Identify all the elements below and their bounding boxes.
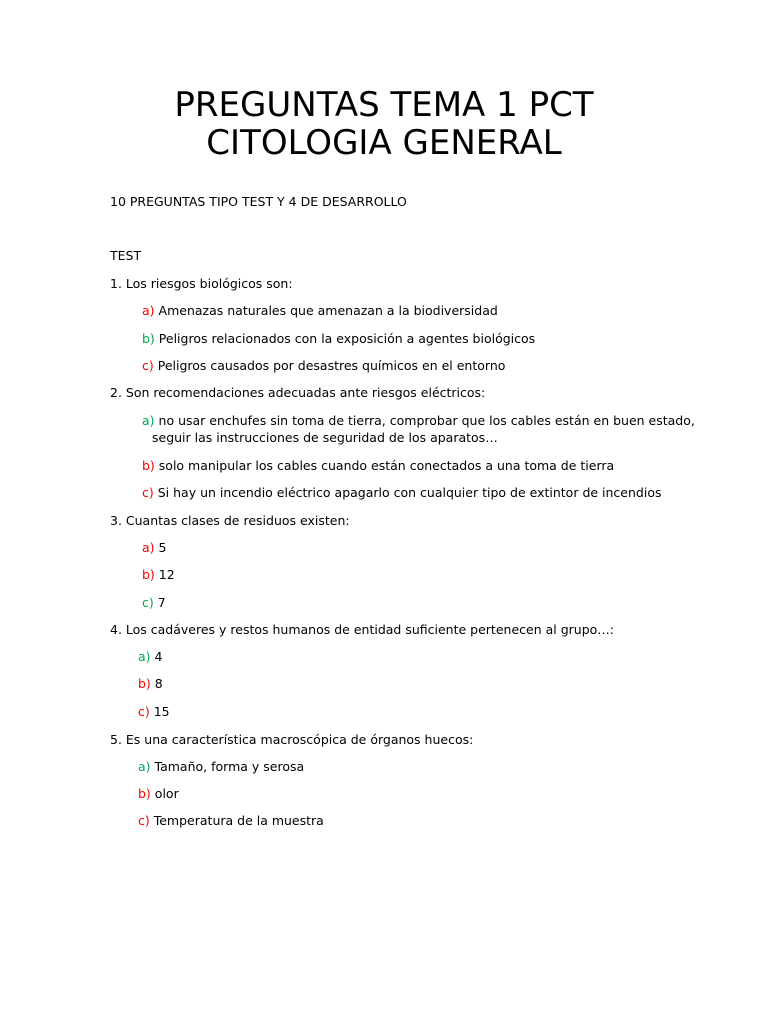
option-letter: c) bbox=[142, 595, 154, 610]
option-letter: b) bbox=[142, 567, 155, 582]
section-heading: TEST bbox=[110, 248, 142, 263]
page-title bbox=[0, 86, 768, 162]
q5-option-a bbox=[138, 758, 304, 775]
q5-option-b bbox=[138, 785, 179, 802]
option-letter: b) bbox=[142, 458, 155, 473]
option-letter: c) bbox=[142, 358, 154, 373]
option-text: 7 bbox=[157, 595, 166, 610]
q3-option-a bbox=[142, 539, 166, 556]
q5-option-c bbox=[138, 812, 324, 829]
option-text: Peligros relacionados con la exposición a agentes biológicos bbox=[158, 331, 536, 346]
option-letter: b) bbox=[142, 331, 155, 346]
title-line-1: PREGUNTAS TEMA 1 PCT bbox=[174, 85, 594, 125]
option-letter: a) bbox=[138, 649, 151, 664]
question-3: 3. Cuantas clases de residuos existen: bbox=[110, 513, 350, 528]
q3-option-b bbox=[142, 566, 175, 583]
option-letter: b) bbox=[138, 676, 151, 691]
option-letter: c) bbox=[138, 813, 150, 828]
question-1: 1. Los riesgos biológicos son: bbox=[110, 276, 293, 291]
q3-option-c bbox=[142, 594, 166, 611]
option-text: 15 bbox=[153, 704, 170, 719]
q1-option-c bbox=[142, 357, 505, 374]
option-letter: a) bbox=[142, 303, 155, 318]
option-letter: a) bbox=[142, 540, 155, 555]
q2-option-a-continuation: seguir las instrucciones de seguridad de los aparatos… bbox=[152, 430, 498, 445]
option-text: 4 bbox=[154, 649, 163, 664]
q2-option-a bbox=[142, 412, 695, 429]
title-line-2: CITOLOGIA GENERAL bbox=[206, 123, 562, 163]
q4-option-c bbox=[138, 703, 170, 720]
q1-option-b bbox=[142, 330, 535, 347]
question-4: 4. Los cadáveres y restos humanos de entidad suficiente pertenecen al grupo…: bbox=[110, 622, 614, 637]
option-text: Peligros causados por desastres químicos en el entorno bbox=[157, 358, 506, 373]
option-text: Tamaño, forma y serosa bbox=[154, 759, 305, 774]
option-text: Si hay un incendio eléctrico apagarlo con cualquier tipo de extintor de incendios bbox=[157, 485, 662, 500]
q2-option-c bbox=[142, 484, 662, 501]
subtitle: 10 PREGUNTAS TIPO TEST Y 4 DE DESARROLLO bbox=[110, 194, 407, 209]
option-text: olor bbox=[154, 786, 179, 801]
option-text: solo manipular los cables cuando están conectados a una toma de tierra bbox=[158, 458, 615, 473]
question-5: 5. Es una característica macroscópica de órganos huecos: bbox=[110, 732, 474, 747]
option-letter: c) bbox=[138, 704, 150, 719]
option-text: 5 bbox=[158, 540, 167, 555]
option-text: Temperatura de la muestra bbox=[153, 813, 324, 828]
option-text: 12 bbox=[158, 567, 175, 582]
option-text: 8 bbox=[154, 676, 163, 691]
option-text: no usar enchufes sin toma de tierra, comprobar que los cables están en buen estado, bbox=[158, 413, 695, 428]
option-letter: a) bbox=[138, 759, 151, 774]
option-letter: b) bbox=[138, 786, 151, 801]
q2-option-b bbox=[142, 457, 614, 474]
option-text: Amenazas naturales que amenazan a la biodiversidad bbox=[158, 303, 498, 318]
q1-option-a bbox=[142, 302, 498, 319]
q4-option-b bbox=[138, 675, 163, 692]
option-letter: c) bbox=[142, 485, 154, 500]
question-2: 2. Son recomendaciones adecuadas ante riesgos eléctricos: bbox=[110, 385, 486, 400]
option-letter: a) bbox=[142, 413, 155, 428]
q4-option-a bbox=[138, 648, 162, 665]
